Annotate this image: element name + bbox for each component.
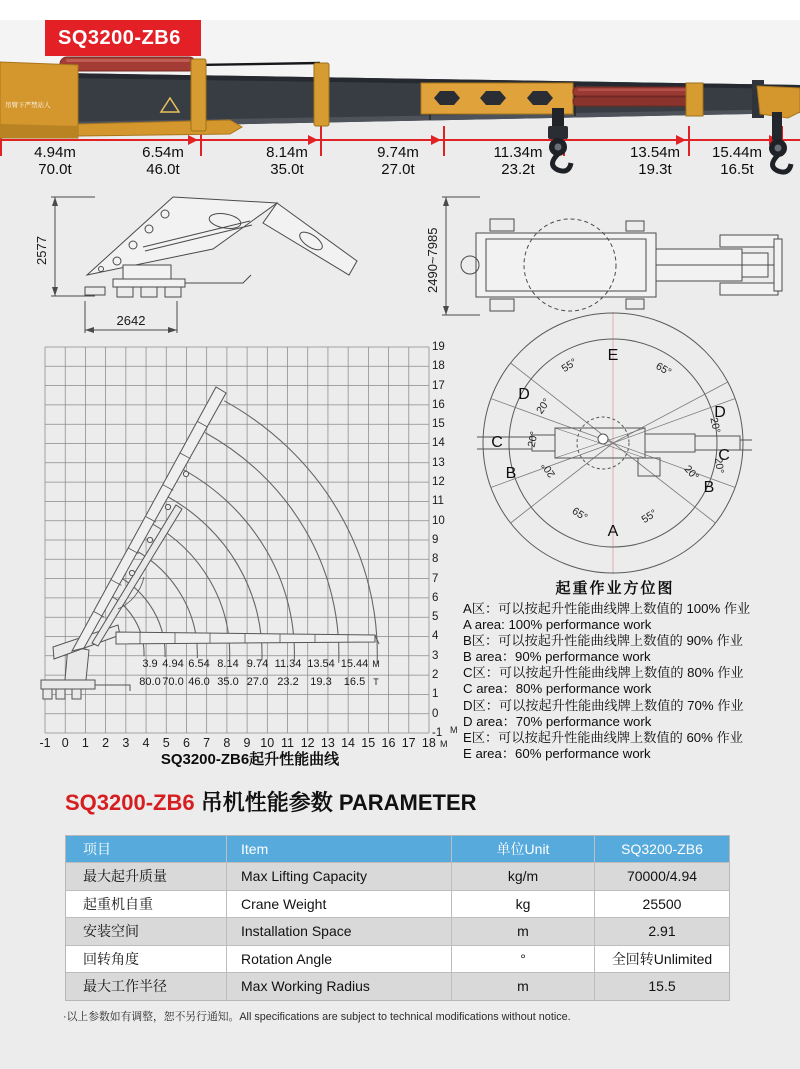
header-unit: 单位Unit [452, 836, 595, 862]
area-note [463, 698, 788, 730]
parameter-section-title [65, 786, 477, 817]
angle-upper-left: 55° [559, 356, 580, 375]
sector-letter-b-right: B [703, 479, 715, 496]
capacity-value: 16.5 [343, 676, 366, 688]
x-tick-label: 2 [102, 736, 110, 750]
capacity-value: 19.3t [638, 161, 672, 178]
reach-value: 4.94 [162, 658, 184, 670]
angle-b-left: 20° [539, 459, 559, 480]
cell-item-en: Max Lifting Capacity [227, 863, 452, 890]
y-tick-label: 18 [432, 360, 445, 373]
capacity-values-row [139, 676, 381, 688]
area-note-en: A area: 100% performance work [463, 617, 652, 633]
x-tick-label: 6 [182, 736, 190, 750]
y-tick-label: 10 [432, 514, 445, 527]
top-height-dim: 2490~7985 [425, 227, 440, 293]
capacity-value: 27.0 [246, 676, 269, 688]
chart-title: SQ3200-ZB6起升性能曲线 [160, 751, 340, 768]
x-tick-label: 14 [341, 736, 355, 750]
reach-value: 11.34 [274, 658, 302, 670]
model-badge: SQ3200-ZB6 [45, 20, 201, 56]
capacity-value: 70.0 [162, 676, 184, 688]
boom-collar-2 [314, 63, 329, 126]
footer-disclaimer: ·以上参数如有调整，恕不另行通知。All specifications are subject to technical modifications without notice. [63, 1011, 571, 1023]
sector-letter-e: E [607, 347, 619, 364]
y-tick-label: 13 [432, 456, 445, 469]
cell-item-en: Crane Weight [227, 891, 452, 918]
capacity-value: 23.2 [277, 676, 299, 688]
cylinder-highlight [66, 59, 190, 62]
x-tick-label: 0 [61, 736, 69, 750]
header-item-en: Item [227, 836, 452, 862]
capacity-value: 46.0 [188, 676, 210, 688]
boom-collar-3 [686, 83, 703, 116]
x-tick-label: 13 [320, 736, 335, 750]
capacity-value: 19.3 [310, 676, 332, 688]
area-note-en: E area：60% performance work [463, 745, 651, 761]
reach-value: 3.9 [142, 658, 158, 670]
capacity-value: 23.2t [501, 161, 535, 178]
boom-collar-1 [191, 59, 206, 131]
table-row [66, 945, 729, 973]
x-tick-label: 12 [300, 736, 315, 750]
y-tick-label: 3 [432, 649, 439, 662]
parameter-table [65, 835, 730, 1001]
table-row [66, 917, 729, 945]
reach-value: 9.74 [246, 658, 269, 670]
y-tick-label: 8 [432, 553, 439, 566]
cell-unit: kg [452, 891, 595, 918]
area-note [463, 601, 788, 633]
sector-angles [526, 356, 726, 526]
mid-hook-icon [553, 154, 572, 171]
sector-letter-c-left: C [491, 434, 503, 451]
side-width-dim: 2642 [116, 313, 146, 328]
tip-hook-strap [772, 112, 782, 140]
y-tick-label: 9 [432, 533, 439, 546]
boom-cylinder-right-upper [573, 87, 695, 96]
cell-item-cn: 回转角度 [66, 946, 227, 973]
y-tick-label: 0 [432, 707, 439, 720]
sector-letter-b-left: B [505, 465, 517, 482]
y-tick-label: 2 [432, 669, 439, 682]
area-performance-notes [463, 601, 788, 762]
area-note-en: C area：80% performance work [463, 681, 652, 697]
capacity-value: 80.0 [139, 676, 161, 688]
x-tick-label: 8 [223, 736, 231, 750]
x-tick-label: 10 [260, 736, 275, 750]
cell-unit: m [452, 918, 595, 945]
x-tick-label: 15 [361, 736, 376, 750]
length-value: 13.54m [629, 144, 681, 161]
capacity-unit: T [373, 677, 379, 687]
x-tick-label: 18 [421, 736, 436, 750]
cell-value: 15.5 [648, 978, 676, 994]
length-value: 15.44m [711, 144, 763, 161]
cell-item-en: Max Working Radius [227, 973, 452, 1000]
y-tick-label: 5 [432, 611, 439, 624]
cell-unit: m [452, 973, 595, 1000]
y-axis-unit: M [450, 725, 458, 735]
cell-unit: kg/m [452, 863, 595, 890]
x-tick-label: 4 [142, 736, 150, 750]
cell-item-cn: 起重机自重 [66, 891, 227, 918]
area-note [463, 633, 788, 665]
side-height-dim: 2577 [34, 236, 49, 265]
hook-sheave-pin [555, 144, 562, 151]
sector-letter-d-left: D [518, 386, 530, 403]
cell-value: 全回转Unlimited [611, 950, 713, 967]
angle-d-left: 20° [534, 396, 554, 417]
capacity-value: 16.5t [720, 161, 754, 178]
area-note-cn: B区：可以按起升性能曲线牌上数值的 90% 作业 [463, 633, 743, 649]
title-model: SQ3200-ZB6 [65, 790, 195, 815]
top-white-band [0, 0, 800, 20]
tip-hook-pin [775, 145, 782, 152]
length-value: 8.14m [266, 144, 308, 161]
y-tick-label: 12 [432, 476, 445, 489]
table-row [66, 972, 729, 1000]
working-area-diagram [475, 308, 755, 580]
capacity-value: 35.0 [217, 676, 239, 688]
cell-item-en: Rotation Angle [227, 946, 452, 973]
reach-value: 8.14 [217, 658, 239, 670]
table-row [66, 890, 729, 918]
y-tick-label: 14 [432, 437, 445, 450]
reach-value: 13.54 [307, 658, 335, 670]
y-tick-label: 15 [432, 418, 445, 431]
length-value: 11.34m [493, 144, 543, 161]
area-note-en: B area：90% performance work [463, 649, 651, 665]
area-note [463, 665, 788, 697]
x-tick-label: 17 [401, 736, 416, 750]
sector-letter-c-right: C [718, 447, 730, 464]
capacity-value: 70.0t [38, 161, 72, 178]
header-item-cn: 项目 [66, 836, 227, 862]
table-row [66, 862, 729, 890]
y-tick-label: 17 [432, 379, 445, 392]
angle-lower-left: 65° [569, 505, 590, 524]
cell-value: 25500 [642, 895, 682, 912]
sector-letter-a: A [607, 523, 619, 540]
rotation-diagram-caption: 起重作业方位图 [555, 580, 675, 597]
x-tick-label: 5 [162, 736, 170, 750]
capacity-value: 27.0t [381, 161, 415, 178]
angle-lower-right: 55° [639, 507, 660, 526]
area-note-cn: C区：可以按起升性能曲线牌上数值的 80% 作业 [463, 665, 744, 681]
cell-value: 2.91 [648, 923, 676, 939]
boom-cylinder-right-lower [573, 97, 693, 106]
reach-value: 15.44 [340, 658, 369, 670]
y-tick-label: -1 [432, 726, 443, 739]
reach-unit: M [372, 659, 380, 669]
header-model: SQ3200-ZB6 [621, 841, 703, 857]
y-tick-label: 16 [432, 398, 445, 411]
y-tick-label: 19 [432, 341, 445, 353]
reach-value: 6.54 [188, 658, 210, 670]
hook-shackle [548, 126, 568, 139]
y-tick-label: 1 [432, 688, 439, 701]
cylinder-highlight [578, 89, 690, 92]
x-tick-label: 9 [243, 736, 251, 750]
angle-c-right: 20° [712, 457, 726, 475]
x-tick-label: 1 [81, 736, 89, 750]
x-tick-label: 11 [280, 736, 294, 750]
capacity-value: 35.0t [270, 161, 304, 178]
area-note-cn: A区：可以按起升性能曲线牌上数值的 100% 作业 [463, 601, 751, 616]
y-tick-label: 6 [432, 591, 439, 604]
top-view-drawing [420, 183, 790, 328]
area-note-cn: E区：可以按起升性能曲线牌上数值的 60% 作业 [463, 729, 743, 745]
x-tick-label: 16 [381, 736, 396, 750]
table-body [66, 862, 729, 1000]
x-tick-label: -1 [39, 736, 51, 750]
x-tick-label: 3 [122, 736, 130, 750]
length-value: 9.74m [377, 144, 419, 161]
hook-strap [552, 108, 564, 126]
side-view-drawing [25, 183, 390, 335]
lifting-performance-chart [39, 341, 460, 780]
table-header-row [66, 836, 729, 862]
y-tick-label: 4 [432, 630, 439, 643]
x-tick-label: 7 [203, 736, 211, 750]
angle-d-right: 20° [707, 416, 723, 435]
length-value: 6.54m [142, 144, 184, 161]
area-note-cn: D区：可以按起升性能曲线牌上数值的 70% 作业 [463, 697, 744, 713]
cell-unit: ° [452, 946, 595, 973]
reach-values-row [139, 658, 381, 670]
boom-warning-text: 吊臂下严禁站人 [5, 102, 51, 109]
y-tick-label: 11 [432, 495, 444, 508]
angle-b-right: 20° [681, 463, 702, 483]
cell-item-cn: 最大起升质量 [66, 863, 227, 890]
sector-letter-d-right: D [714, 404, 726, 421]
boom-illustration [0, 50, 800, 185]
cell-item-en: Installation Space [227, 918, 452, 945]
y-axis-labels [432, 341, 466, 739]
length-value: 4.94m [34, 144, 76, 161]
cell-item-cn: 安装空间 [66, 918, 227, 945]
boom-base-shadow [0, 124, 78, 138]
x-axis-unit: M [440, 739, 448, 749]
title-text: 吊机性能参数 PARAMETER [194, 790, 477, 815]
angle-c-left: 20° [525, 430, 541, 449]
tip-hook-icon [773, 155, 792, 172]
capacity-value: 46.0t [146, 161, 180, 178]
cell-item-cn: 最大工作半径 [66, 973, 227, 1000]
angle-upper-right: 65° [653, 360, 674, 379]
cell-value: 70000/4.94 [626, 868, 698, 884]
area-note [463, 730, 788, 762]
area-note-en: D area：70% performance work [463, 713, 652, 729]
y-tick-label: 7 [432, 572, 439, 585]
